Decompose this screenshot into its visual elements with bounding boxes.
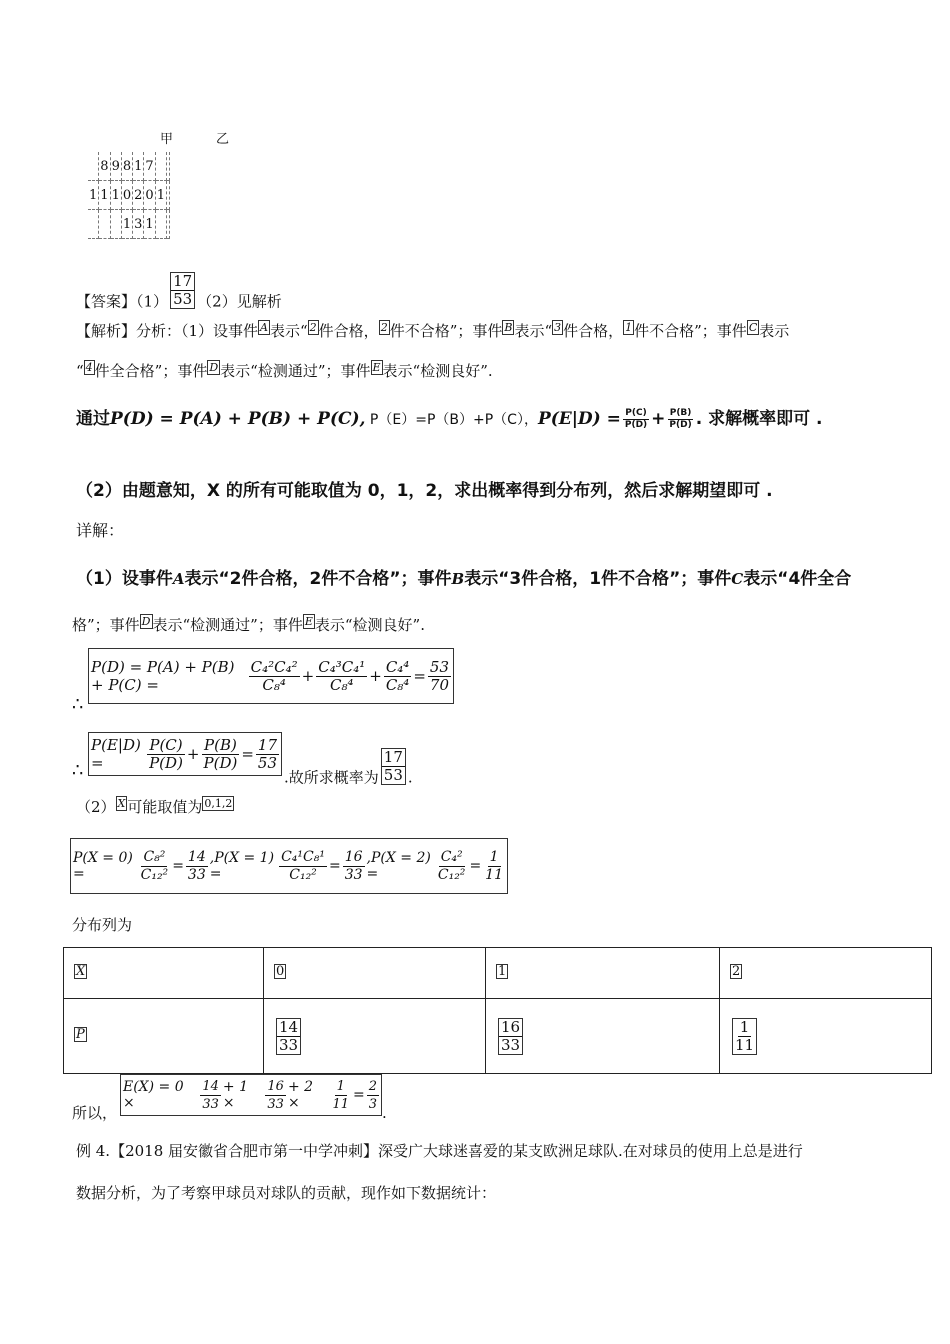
- equation-ped: P(E|D) = $\frac{P(C)}{P(D)}$ + $\frac{P(B)}{P(D)}$ = $\frac{17}{53}$: [88, 732, 282, 776]
- math-placeholder: E: [304, 615, 313, 628]
- fraction-num: 14: [279, 1017, 299, 1036]
- fraction-den: 11: [332, 1096, 349, 1112]
- text: 件全合格”；事件: [94, 362, 208, 380]
- text: 表示“检测良好”.: [382, 362, 493, 380]
- text: 表示“: [743, 569, 789, 589]
- fraction: [200, 1078, 221, 1113]
- text: .: [407, 768, 413, 787]
- detail-label: 详解：: [76, 521, 125, 540]
- fraction-num: P(C): [625, 407, 647, 418]
- fraction-den: 33: [279, 1035, 299, 1054]
- cell: 9: [110, 152, 121, 181]
- fraction: [343, 849, 365, 884]
- formula: P(D) = P(A) + P(B) + P(C),: [110, 409, 366, 429]
- fraction: [147, 737, 185, 772]
- text: 可能取值为: [127, 798, 203, 816]
- cell: 7: [144, 152, 155, 181]
- table-cell: [720, 999, 932, 1074]
- expectation-prefix: 所以，: [72, 1104, 118, 1122]
- table-row: [88, 152, 169, 181]
- fraction-num: 14: [202, 1078, 219, 1094]
- equation-term: + 1 ×: [222, 1079, 249, 1111]
- conclusion: [284, 748, 413, 797]
- fraction-num: C₄³C₄¹: [318, 657, 366, 676]
- math-placeholder: D: [141, 615, 151, 628]
- text: 表示“检测通过”；事件: [152, 616, 303, 634]
- text: P（E）=P（B）+P（C），: [365, 412, 538, 428]
- cell: [166, 181, 169, 210]
- math-placeholder: 2: [309, 321, 317, 334]
- text: 1: [589, 569, 602, 589]
- expectation-equation: [120, 1074, 382, 1116]
- fraction-num: 16: [501, 1017, 521, 1036]
- cell: 1: [99, 181, 110, 210]
- text: 通过: [76, 409, 110, 429]
- fraction: [279, 849, 327, 884]
- text: 表示“: [184, 569, 230, 589]
- table-row: [64, 948, 932, 999]
- math-placeholder: 0,1,2: [204, 797, 233, 810]
- cell: [155, 210, 166, 239]
- cell: 1: [144, 210, 155, 239]
- math-placeholder: C: [748, 321, 758, 334]
- math-placeholder: X: [76, 964, 86, 979]
- text: 件合格，: [563, 322, 624, 340]
- fraction-den: 53: [383, 766, 403, 784]
- cell: 0: [144, 181, 155, 210]
- fraction-num: 1: [489, 848, 499, 865]
- text: 表示“检测通过”；事件: [220, 362, 371, 380]
- example4-line2: 数据分析，为了考察甲球员对球队的贡献，现作如下数据统计：: [76, 1184, 497, 1202]
- fraction: [732, 1018, 757, 1055]
- fraction: [276, 1018, 301, 1055]
- table-row: [88, 181, 169, 210]
- cell: [99, 210, 110, 239]
- distribution-label: 分布列为: [72, 916, 133, 934]
- cell: 3: [133, 210, 144, 239]
- text: 件全合: [800, 569, 852, 589]
- text: “: [76, 362, 84, 380]
- therefore-symbol: ∴: [72, 694, 84, 715]
- text: （2）: [76, 798, 116, 816]
- fraction: [186, 849, 208, 884]
- example4-line1: 例 4.【2018 届安徽省合肥市第一中学冲刺】深受广大球迷喜爱的某支欧洲足球队.在对球员的使用上总是进行: [76, 1142, 803, 1160]
- fraction-den: 11: [735, 1035, 755, 1054]
- equation-term: ,P(X = 2) =: [366, 850, 431, 882]
- fraction-den: P(D): [624, 419, 648, 430]
- equation-term: P(X = 0) =: [73, 850, 133, 882]
- fraction-den: 53: [257, 753, 277, 772]
- math: C: [731, 570, 744, 588]
- fraction-den: C₈⁴: [329, 675, 354, 694]
- text: 件合格，: [241, 569, 310, 589]
- answer-line: [76, 272, 282, 321]
- fraction-num: P(B): [669, 407, 692, 418]
- formula: P(E|D) =: [537, 409, 621, 429]
- cell: 1: [133, 152, 144, 181]
- fraction: [483, 849, 505, 884]
- fraction-den: C₈⁴: [385, 675, 410, 694]
- equation-term: + 2 ×: [287, 1079, 314, 1111]
- fraction-num: C₄⁴: [385, 657, 410, 676]
- therefore-symbol: ∴: [72, 760, 84, 781]
- fraction-num: 53: [429, 657, 449, 676]
- math-placeholder: P: [76, 1027, 85, 1042]
- bold-line-2: （2）由题意知，X 的所有可能取值为 0，1，2，求出概率得到分布列，然后求解期望即可 .: [76, 481, 773, 501]
- text: 表示“: [270, 322, 308, 340]
- math-placeholder: 1: [498, 964, 507, 979]
- text: . 求解概率即可 .: [695, 409, 823, 429]
- math: B: [451, 570, 465, 588]
- cell: [88, 152, 99, 181]
- text: .故所求概率为: [284, 768, 379, 787]
- math-placeholder: B: [504, 321, 513, 334]
- detail-line-1: [76, 564, 851, 589]
- table-cell: [720, 948, 932, 999]
- cell: 1: [110, 181, 121, 210]
- text: 表示“检测良好”.: [314, 616, 425, 634]
- cell: 1: [88, 181, 99, 210]
- text: 表示“: [514, 322, 553, 340]
- fraction-num: 2: [368, 1078, 377, 1094]
- table-cell: [64, 948, 264, 999]
- text: 表示: [759, 322, 790, 340]
- stem-leaf-table: [88, 152, 170, 239]
- text: 表示“: [464, 569, 510, 589]
- fraction: [623, 408, 649, 431]
- fraction: [202, 737, 240, 772]
- fraction-den: P(D): [669, 419, 692, 430]
- table-cell: [486, 999, 720, 1074]
- fraction-den: 33: [202, 1096, 219, 1112]
- equation-px: P(X = 0) = $\frac{\text{C₈²}}{\text{C₁₂²}}$ = $\frac{14}{33}$ ,P(X = 1) = $\frac{\text{C₄¹C₈¹}}{\text{C₁₂²}}$ = $\frac{16}{33}$ ,P(X = 2) = $\frac{\text{C₄²}}{\text{C₁₂²}}$ = $\frac{1}{11}$: [70, 838, 508, 894]
- text: 件不合格”；事件: [389, 322, 503, 340]
- cell: 0: [121, 181, 132, 210]
- fraction-den: P(D): [149, 753, 183, 772]
- equation-term: ,P(X = 1) =: [209, 850, 275, 882]
- fraction: [667, 408, 693, 431]
- table-cell: [264, 999, 486, 1074]
- fraction-num: C₈²: [143, 848, 166, 865]
- fraction: [367, 1078, 379, 1113]
- distribution-table: [63, 947, 932, 1074]
- cell: [166, 152, 169, 181]
- math-placeholder: 1: [625, 321, 633, 334]
- equation-pd: P(D) = P(A) + P(B) + P(C) = $\frac{\text{C₄²C₄²}}{\text{C₈⁴}}$ + $\frac{\text{C₄³C₄¹}}{\text{C₈⁴}}$ + $\frac{\text{C₄⁴}}{\text{C₈⁴}}$ = $\frac{53}{70}$: [88, 648, 454, 704]
- text: 件不合格”；事件: [634, 322, 747, 340]
- math-placeholder: A: [260, 321, 268, 334]
- text: 3: [509, 569, 522, 589]
- fraction-num: 17: [383, 748, 403, 766]
- fraction-num: 17: [257, 735, 277, 754]
- text: 格”；事件: [72, 616, 140, 634]
- answer-label: 【答案】: [76, 292, 137, 311]
- fraction: [265, 1078, 286, 1113]
- math-placeholder: D: [209, 361, 219, 374]
- fraction-den: 53: [173, 290, 193, 308]
- fraction-num: 14: [187, 848, 206, 865]
- answer-part1: （1）: [136, 292, 169, 311]
- math-placeholder: 3: [554, 321, 562, 334]
- stem-leaf-header-left: 甲: [160, 132, 174, 147]
- text: 件合格，: [318, 322, 379, 340]
- fraction-den: 33: [344, 866, 363, 883]
- text: 件合格，: [521, 569, 590, 589]
- cell: 2: [133, 181, 144, 210]
- table-cell: [64, 999, 264, 1074]
- fraction: [249, 659, 300, 694]
- equation-term: E(X) = 0 ×: [123, 1079, 184, 1111]
- fraction-den: 11: [485, 866, 503, 883]
- fraction-num: C₄²C₄²: [250, 657, 298, 676]
- fraction-num: P(B): [204, 735, 237, 754]
- fraction: [498, 1018, 523, 1055]
- cell: [166, 210, 169, 239]
- table-cell: [264, 948, 486, 999]
- math-placeholder: 0: [276, 964, 285, 979]
- fraction-num: 1: [739, 1017, 750, 1036]
- equation-lhs: P(D) = P(A) + P(B) + P(C) =: [91, 658, 235, 694]
- analysis-line2: [76, 360, 493, 382]
- fraction-num: 17: [173, 272, 193, 290]
- fraction-den: C₁₂²: [140, 866, 169, 883]
- math-placeholder: X: [117, 797, 126, 810]
- cell: 1: [155, 181, 166, 210]
- fraction-den: 33: [267, 1096, 284, 1112]
- text: 件不合格”；事件: [321, 569, 452, 589]
- fraction-den: P(D): [203, 753, 238, 772]
- text: 4: [788, 569, 801, 589]
- fraction-num: C₄²: [440, 848, 463, 865]
- math-placeholder: 2: [732, 964, 741, 979]
- table-cell: [486, 948, 720, 999]
- table-row: [64, 999, 932, 1074]
- fraction-den: C₈⁴: [262, 675, 286, 694]
- cell: [155, 152, 166, 181]
- text: 2: [309, 569, 322, 589]
- cell: [88, 210, 99, 239]
- fraction: [316, 659, 367, 694]
- fraction-den: 33: [501, 1035, 521, 1054]
- math-placeholder: 4: [85, 361, 93, 374]
- cell: [110, 210, 121, 239]
- equation-term: =: [352, 1087, 365, 1103]
- fraction-den: 3: [368, 1096, 377, 1112]
- fraction-num: 1: [336, 1078, 345, 1094]
- text: +: [651, 409, 666, 429]
- math-placeholder: E: [372, 361, 381, 374]
- fraction: [428, 659, 451, 694]
- answer-part2: （2）见解析: [197, 292, 282, 311]
- conclusion-fraction: [381, 748, 406, 785]
- equation-lhs: P(E|D) =: [91, 736, 141, 772]
- fraction-den: C₁₂²: [437, 866, 466, 883]
- bold-line-1: [76, 404, 822, 431]
- fraction-den: C₁₂²: [289, 866, 317, 883]
- table-row: [88, 210, 169, 239]
- cell: 1: [121, 210, 132, 239]
- fraction-den: 33: [187, 866, 206, 883]
- text: 2: [229, 569, 242, 589]
- fraction: [384, 659, 412, 694]
- fraction-num: C₄¹C₈¹: [281, 848, 325, 865]
- text: 件不合格”；事件: [601, 569, 732, 589]
- expectation-end: .: [382, 1104, 387, 1122]
- fraction: [436, 849, 468, 884]
- fraction: [139, 849, 171, 884]
- fraction: [330, 1078, 351, 1113]
- fraction-num: P(C): [149, 735, 183, 754]
- math-placeholder: 2: [380, 321, 388, 334]
- fraction: [256, 737, 279, 772]
- cell: 8: [99, 152, 110, 181]
- stem-leaf-header-right: 乙: [216, 132, 230, 147]
- fraction-num: 16: [344, 848, 363, 865]
- analysis-line1: [76, 320, 789, 342]
- math: A: [172, 570, 185, 588]
- detail-line-2: [72, 614, 425, 636]
- part2-line: [76, 796, 234, 818]
- fraction-num: 16: [267, 1078, 284, 1094]
- answer-fraction: [170, 272, 195, 309]
- text: 【解析】分析：（1）设事件: [76, 322, 259, 340]
- fraction-den: 70: [429, 675, 449, 694]
- text: （1）设事件: [76, 569, 173, 589]
- cell: 8: [121, 152, 132, 181]
